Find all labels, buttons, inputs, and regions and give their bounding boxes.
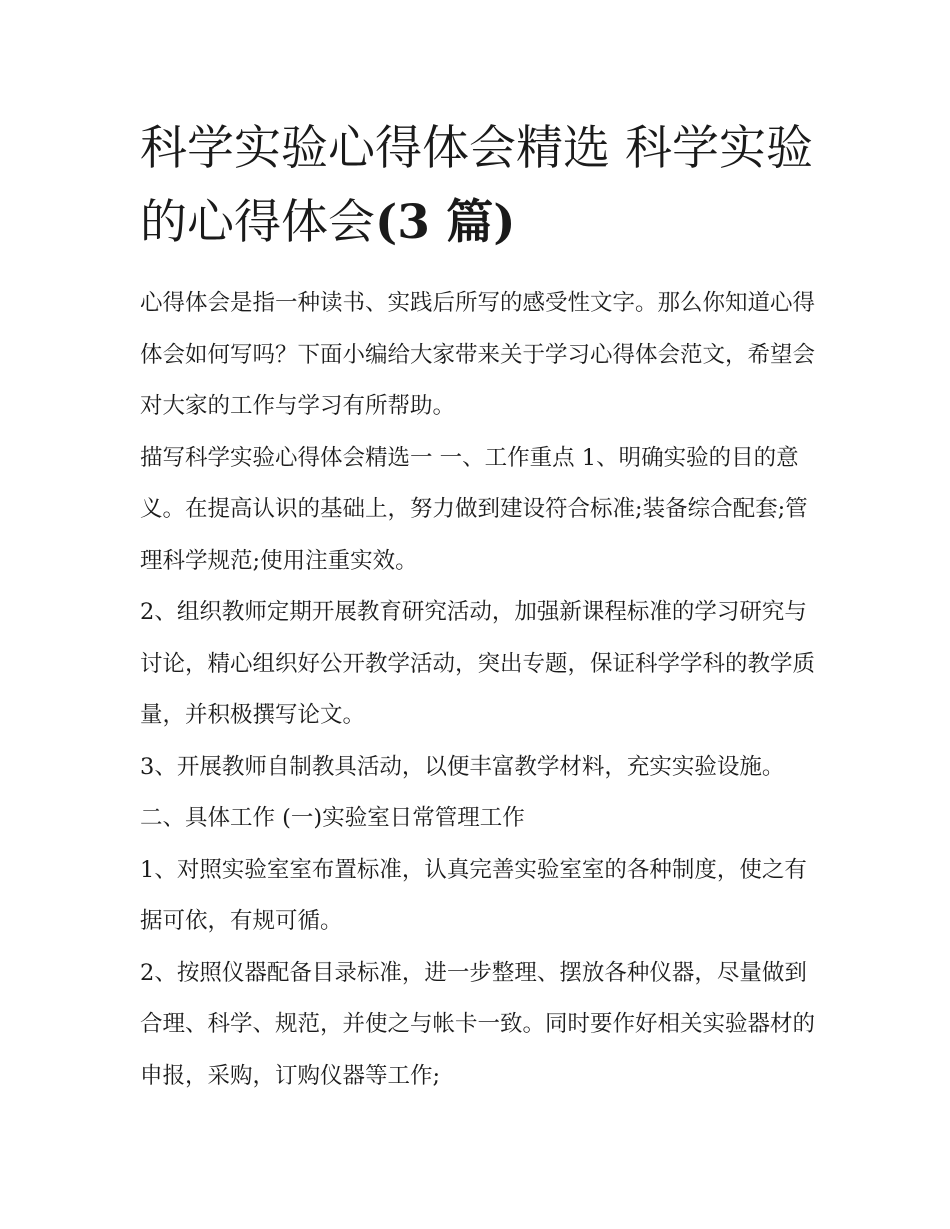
paragraph-work-focus: 描写科学实验心得体会精选一 一、工作重点 1、明确实验的目的意义。在提高认识的基础上，努力做到建设符合标准;装备综合配套;管理科学规范;使用注重实效。 <box>140 444 808 574</box>
paragraph-intro: 心得体会是指一种读书、实践后所写的感受性文字。那么你知道心得体会如何写吗？下面小编给大家带来关于学习心得体会范文，希望会对大家的工作与学习有所帮助。 <box>140 290 816 419</box>
paragraph-item-3: 3、开展教师自制教具活动，以便丰富教学材料，充实实验设施。 二、具体工作 (一)实验室日常管理工作 <box>140 753 785 831</box>
paragraph-lab-item-1: 1、对照实验室室布置标准，认真完善实验室室的各种制度，使之有据可依，有规可循。 <box>140 856 807 934</box>
paragraph-item-2: 2、组织教师定期开展教育研究活动，加强新课程标准的学习研究与讨论，精心组织好公开教学活动，突出专题，保证科学学科的教学质量，并积极撰写论文。 <box>140 599 816 728</box>
document-title <box>140 112 816 260</box>
title-text: 科学实验心得体会精选 科学实验的心得体会 <box>140 121 813 250</box>
title-count: (3 篇) <box>375 195 516 250</box>
paragraph-lab-item-2: 2、按照仪器配备目录标准，进一步整理、摆放各种仪器，尽量做到合理、科学、规范，并使之与帐卡一致。同时要作好相关实验器材的申报，采购，订购仪器等工作; <box>140 959 816 1089</box>
document-page <box>140 112 816 1102</box>
